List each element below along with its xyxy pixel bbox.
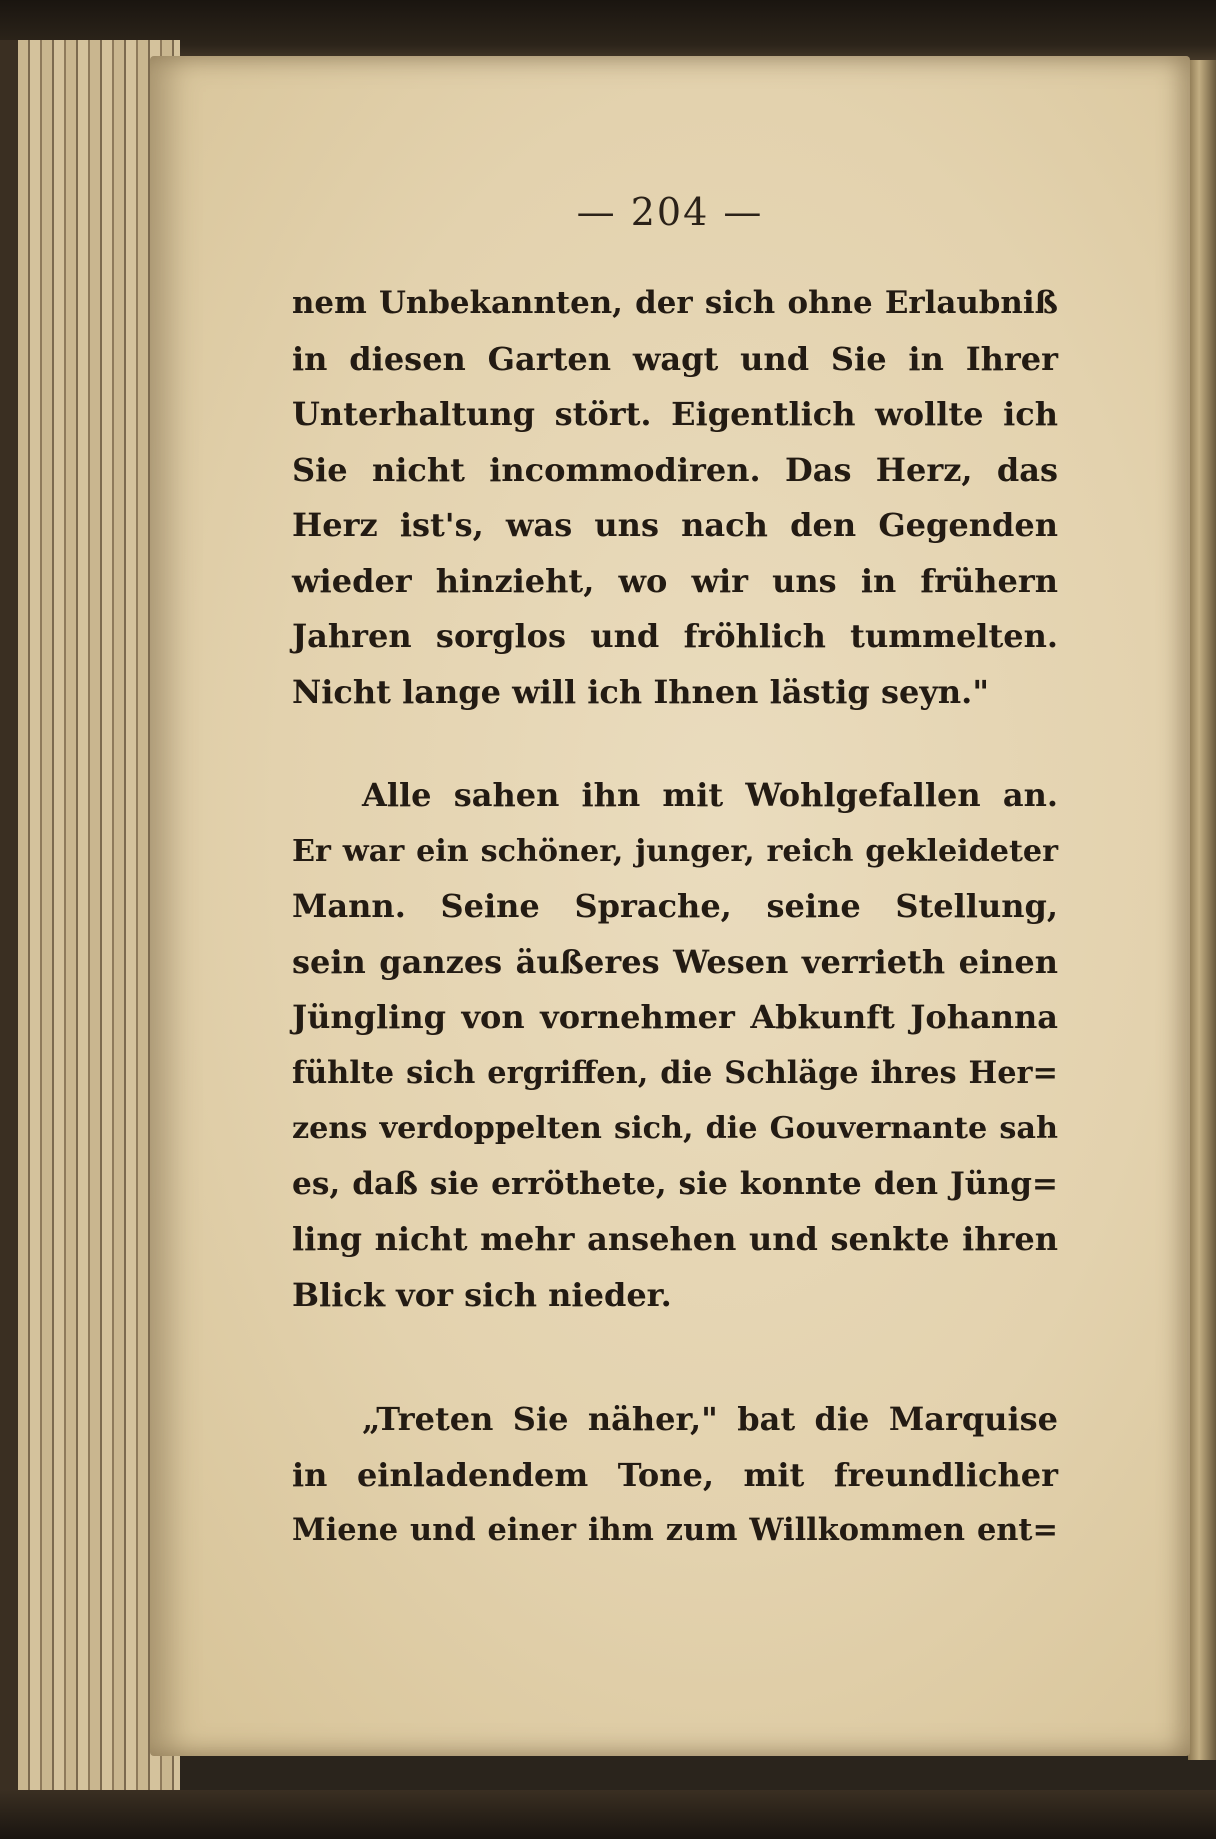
book-cover-bottom	[0, 1790, 1216, 1839]
text-line: ling nicht mehr ansehen und senkte ihren	[292, 1220, 1058, 1258]
text-line: fühlte sich ergriffen, die Schläge ihres Her=	[292, 1054, 1058, 1091]
text-line: zens verdoppelten sich, die Gouvernante sah	[292, 1111, 1058, 1146]
text-line: wieder hinzieht, wo wir uns in frühern	[292, 561, 1058, 600]
text-line: Jüngling von vornehmer Abkunft Johanna	[292, 998, 1058, 1036]
text-line: Jahren sorglos und fröhlich tummelten.	[292, 617, 1058, 655]
text-line: Alle sahen ihn mit Wohlgefallen an.	[362, 776, 1058, 814]
book-cover-top	[0, 0, 1216, 64]
paragraph-2	[292, 768, 1058, 1323]
text-line: es, daß sie erröthete, sie konnte den Jüng=	[292, 1165, 1058, 1202]
page-number: — 204 —	[576, 190, 764, 234]
text-line: in einladendem Tone, mit freundlicher	[292, 1455, 1058, 1494]
text-line: „Treten Sie näher," bat die Marquise	[362, 1400, 1058, 1438]
text-line: Blick vor sich nieder.	[292, 1275, 672, 1314]
text-line: Sie nicht incommodiren. Das Herz, das	[292, 450, 1058, 489]
text-line: Unterhaltung stört. Eigentlich wollte ich	[292, 395, 1058, 433]
text-line: in diesen Garten wagt und Sie in Ihrer	[292, 339, 1058, 378]
text-line: Miene und einer ihm zum Willkommen ent=	[292, 1512, 1058, 1548]
facing-page-edge	[1188, 60, 1216, 1760]
text-line: sein ganzes äußeres Wesen verrieth einen	[292, 942, 1058, 981]
text-line: Mann. Seine Sprache, seine Stellung,	[292, 887, 1058, 925]
text-line: Herz ist's, was uns nach den Gegenden	[292, 506, 1058, 544]
text-line: Er war ein schöner, junger, reich gekleideter	[292, 833, 1058, 869]
paragraph-1	[292, 276, 1058, 720]
text-line: nem Unbekannten, der sich ohne Erlaubniß	[292, 285, 1058, 321]
text-line: Nicht lange will ich Ihnen lästig seyn."	[292, 672, 989, 711]
paragraph-3	[292, 1392, 1058, 1559]
